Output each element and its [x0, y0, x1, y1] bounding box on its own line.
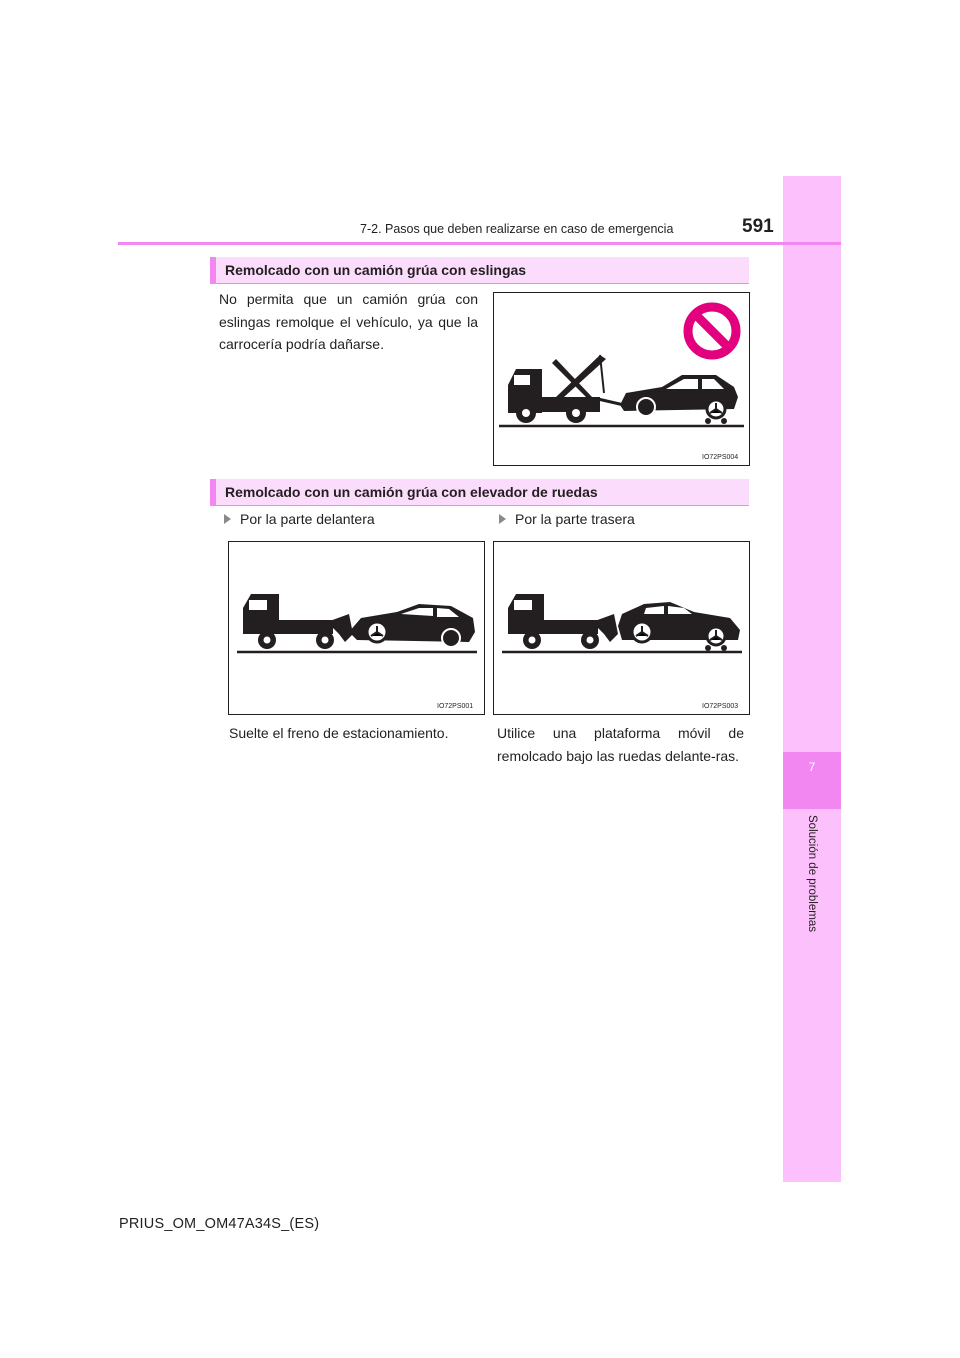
section-paragraph: No permita que un camión grúa con eslingas remolque el vehículo, ya que la carrocería podría dañarse.: [219, 291, 478, 352]
section-heading-accent: [210, 257, 216, 283]
header-rule: [118, 242, 841, 245]
chapter-number: 7: [808, 760, 816, 774]
front-caption: Suelte el freno de estacionamiento.: [229, 725, 449, 741]
bullet-front: [224, 511, 375, 527]
triangle-bullet-icon: [224, 514, 231, 524]
figure-code: IO72PS003: [702, 703, 739, 710]
section-heading-accent: [210, 479, 216, 505]
figure-wheel-lift-front: [228, 541, 485, 715]
rear-caption: Utilice una plataforma móvil de remolcado bajo las ruedas delante-ras.: [497, 725, 744, 764]
bullet-rear: [499, 511, 635, 527]
section-heading: Remolcado con un camión grúa con elevador de ruedas: [225, 484, 598, 500]
section-heading-bar: [210, 257, 749, 284]
chapter-side-tab: [783, 176, 841, 1182]
bullet-label: Por la parte delantera: [240, 511, 375, 527]
footer-doc-id: PRIUS_OM_OM47A34S_(ES): [119, 1216, 320, 1232]
page-number: 591: [742, 216, 774, 237]
wheel-lift-rear-illustration: [494, 542, 749, 714]
triangle-bullet-icon: [499, 514, 506, 524]
header-section-title: 7-2. Pasos que deben realizarse en caso de emergencia: [360, 222, 674, 236]
prohibited-icon: [688, 307, 736, 355]
wheel-lift-front-illustration: [229, 542, 484, 714]
figure-wheel-lift-rear: [493, 541, 750, 715]
section-heading: Remolcado con un camión grúa con eslingas: [225, 262, 527, 278]
figure-code: IO72PS001: [437, 703, 474, 710]
bullet-label: Por la parte trasera: [515, 511, 635, 527]
sling-tow-illustration: [494, 293, 749, 465]
figure-sling-tow: [493, 292, 750, 466]
chapter-title: Solución de problemas: [806, 815, 818, 932]
figure-code: IO72PS004: [702, 454, 739, 461]
section-heading-bar: [210, 479, 749, 506]
